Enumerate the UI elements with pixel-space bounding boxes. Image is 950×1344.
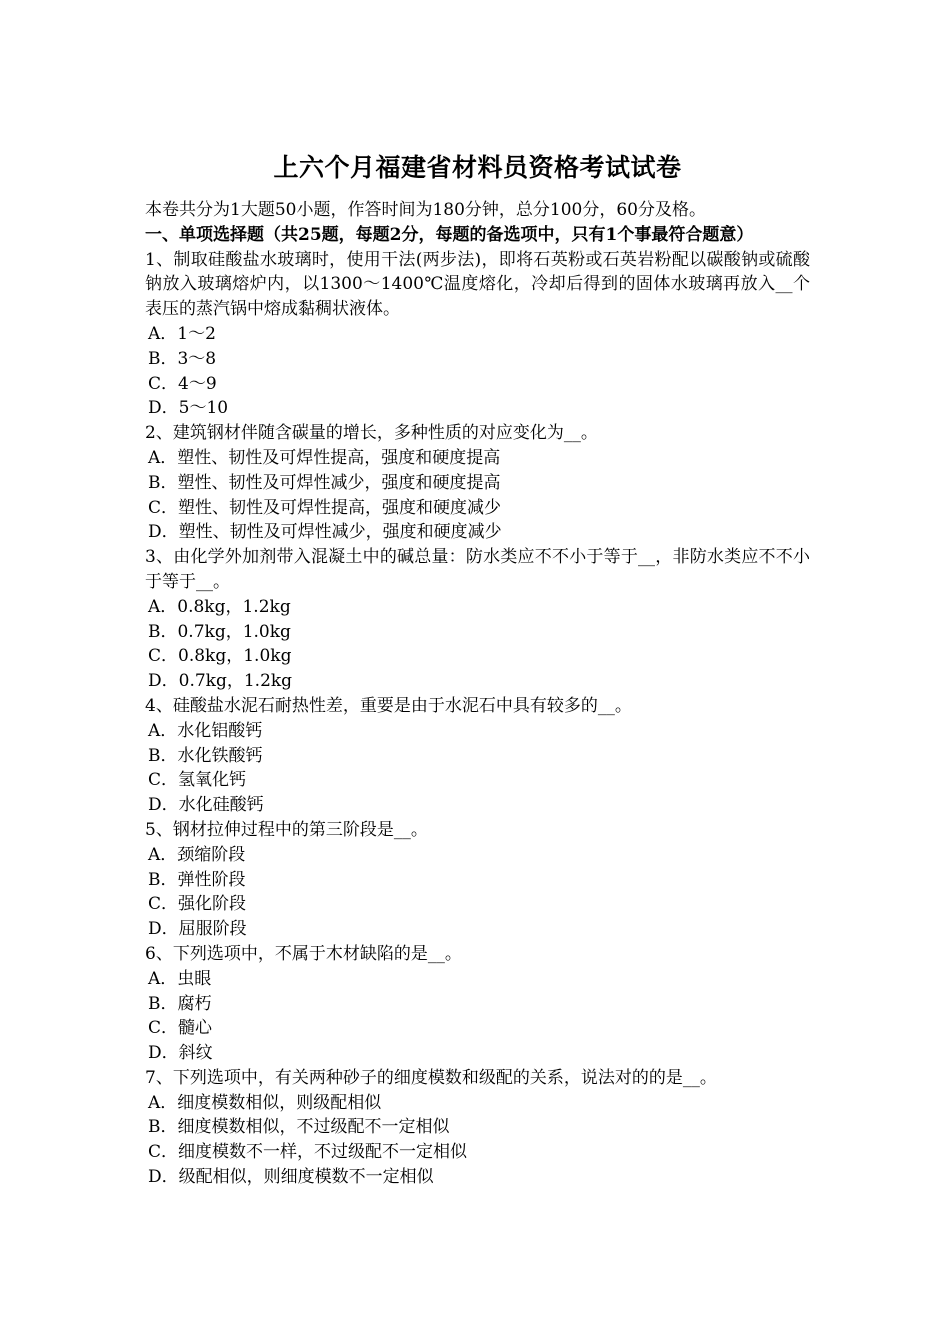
- option-b: B．腐朽: [148, 993, 212, 1014]
- question-4: [145, 694, 810, 818]
- option-c: C．细度模数不一样，不过级配不一定相似: [148, 1142, 468, 1163]
- option-a: A．1～2: [148, 323, 216, 344]
- option-d: D．5～10: [148, 398, 229, 419]
- option-c: C．髓心: [148, 1018, 213, 1039]
- question-stem: 5、钢材拉伸过程中的第三阶段是__。: [145, 819, 428, 840]
- option-a: A．颈缩阶段: [148, 844, 246, 865]
- document-page: [145, 150, 810, 1190]
- option-b: B．3～8: [148, 348, 217, 369]
- section-heading: 一、单项选择题（共25题，每题2分，每题的备选项中，只有1个事最符合题意）: [145, 224, 754, 245]
- option-b: B．细度模数相似，不过级配不一定相似: [148, 1117, 450, 1138]
- option-c: C．氢氧化钙: [148, 770, 247, 791]
- option-c: C．塑性、韧性及可焊性提高，强度和硬度减少: [148, 497, 502, 518]
- question-6: [145, 942, 810, 1066]
- question-5: [145, 818, 810, 942]
- option-c: C．0.8kg，1.0kg: [148, 646, 292, 667]
- question-1: [145, 248, 810, 422]
- question-stem: 7、下列选项中，有关两种砂子的细度模数和级配的关系，说法对的的是__。: [145, 1067, 717, 1088]
- question-2: [145, 421, 810, 545]
- option-a: A．水化铝酸钙: [148, 720, 263, 741]
- option-c: C．4～9: [148, 373, 217, 394]
- question-stem: 4、硅酸盐水泥石耐热性差，重要是由于水泥石中具有较多的__。: [145, 695, 632, 716]
- option-b: B．弹性阶段: [148, 869, 246, 890]
- question-stem: 3、由化学外加剂带入混凝土中的碱总量：防水类应不不小于等于__，非防水类应不不小于等于__。: [145, 547, 810, 592]
- option-d: D．0.7kg，1.2kg: [148, 671, 293, 692]
- option-a: A．细度模数相似，则级配相似: [148, 1092, 382, 1113]
- document-title: 上六个月福建省材料员资格考试试卷: [273, 153, 682, 182]
- option-d: D．级配相似，则细度模数不一定相似: [148, 1167, 434, 1188]
- option-b: B．0.7kg，1.0kg: [148, 621, 291, 642]
- option-a: A．塑性、韧性及可焊性提高，强度和硬度提高: [148, 447, 501, 468]
- exam-intro: 本卷共分为1大题50小题，作答时间为180分钟，总分100分，60分及格。: [145, 200, 706, 220]
- option-a: A．虫眼: [148, 968, 212, 989]
- option-a: A．0.8kg，1.2kg: [148, 596, 291, 617]
- question-stem: 1、制取硅酸盐水玻璃时，使用干法(两步法)，即将石英粉或石英岩粉配以碳酸钠或硫酸钠放入玻璃熔炉内，以1300～1400℃温度熔化，冷却后得到的固体水玻璃再放入__个表压的蒸汽锅中熔成黏稠状液体。: [145, 249, 810, 320]
- option-d: D．水化硅酸钙: [148, 795, 264, 816]
- option-b: B．塑性、韧性及可焊性减少，强度和硬度提高: [148, 472, 501, 493]
- option-b: B．水化铁酸钙: [148, 745, 263, 766]
- option-d: D．斜纹: [148, 1043, 213, 1064]
- question-stem: 2、建筑钢材伴随含碳量的增长，多种性质的对应变化为__。: [145, 423, 598, 444]
- question-3: [145, 545, 810, 694]
- option-d: D．屈服阶段: [148, 919, 247, 940]
- question-7: [145, 1066, 810, 1190]
- question-stem: 6、下列选项中，不属于木材缺陷的是__。: [145, 943, 462, 964]
- option-d: D．塑性、韧性及可焊性减少，强度和硬度减少: [148, 522, 502, 543]
- option-c: C．强化阶段: [148, 894, 247, 915]
